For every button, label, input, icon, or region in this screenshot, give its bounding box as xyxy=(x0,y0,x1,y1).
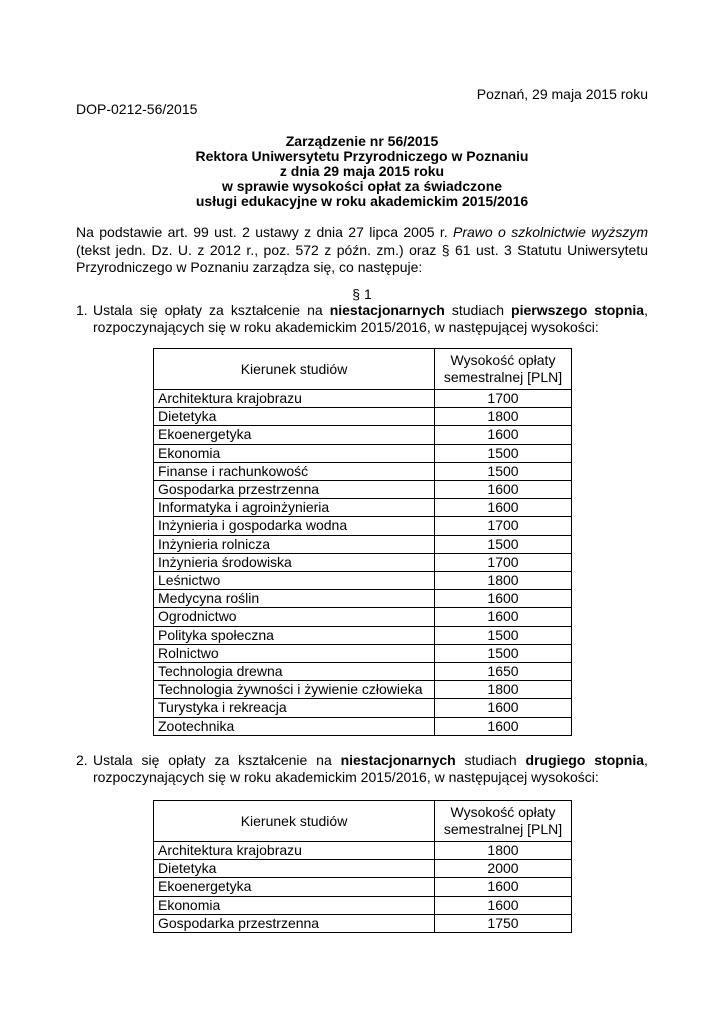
table-row xyxy=(154,572,572,590)
fee-cell: 1600 xyxy=(435,590,572,608)
fee-cell: 1600 xyxy=(435,499,572,517)
program-name-cell: Ekonomia xyxy=(154,444,435,462)
clause-word: kształcenie xyxy=(238,752,308,768)
table-body xyxy=(154,842,572,933)
program-name-cell: Technologia żywności i żywienie człowieka xyxy=(154,681,435,699)
fee-cell: 1700 xyxy=(435,390,572,408)
header-line: Wysokość opłaty xyxy=(450,804,556,820)
fee-cell: 1600 xyxy=(435,717,572,735)
program-name-cell: Technologia drewna xyxy=(154,663,435,681)
clause-word: Ustala xyxy=(93,302,133,318)
column-header-fee xyxy=(435,801,572,842)
clause-comma: , xyxy=(644,302,648,318)
clause-word: studiach xyxy=(451,302,505,318)
clause-line: rozpoczynających się w roku akademickim 2015/2016, w następującej wysokości: xyxy=(93,768,599,785)
program-name-cell: Zootechnika xyxy=(154,717,435,735)
table-row xyxy=(154,842,572,860)
program-name-cell: Gospodarka przestrzenna xyxy=(154,481,435,499)
header-line: semestralnej [PLN] xyxy=(443,369,563,385)
document-reference: DOP-0212-56/2015 xyxy=(76,101,198,117)
clause-word: opłaty xyxy=(164,302,202,318)
fee-cell: 1800 xyxy=(435,842,572,860)
intro-text: (tekst jedn. Dz. U. z 2012 r., poz. 572 z późn. zm.) oraz § 61 ust. 3 Statutu Uniwersytetu Przyrodniczego w Poznaniu zarządza się, co następuje: xyxy=(76,241,648,275)
fee-cell: 1600 xyxy=(435,896,572,914)
table-row xyxy=(154,553,572,571)
fee-table-first-degree xyxy=(153,348,572,736)
table-row xyxy=(154,517,572,535)
clause-word: za xyxy=(209,302,224,318)
clause-number: 1. xyxy=(76,302,88,318)
table-row xyxy=(154,878,572,896)
program-name-cell: Rolnictwo xyxy=(154,644,435,662)
clause-comma: , xyxy=(644,752,648,768)
clause-word: Ustala xyxy=(93,752,133,768)
table-row xyxy=(154,663,572,681)
table-row xyxy=(154,699,572,717)
program-name-cell: Architektura krajobrazu xyxy=(154,390,435,408)
program-name-cell: Gospodarka przestrzenna xyxy=(154,914,435,932)
clause-word: na xyxy=(316,752,332,768)
table-row xyxy=(154,644,572,662)
table-row xyxy=(154,626,572,644)
program-name-cell: Inżynieria rolnicza xyxy=(154,535,435,553)
column-header-program: Kierunek studiów xyxy=(154,349,435,390)
title-line: z dnia 29 maja 2015 roku xyxy=(279,163,445,179)
fee-cell: 1600 xyxy=(435,481,572,499)
column-header-program: Kierunek studiów xyxy=(154,801,435,842)
section-mark: § 1 xyxy=(352,286,372,302)
document-title xyxy=(76,134,648,209)
fee-cell: 1500 xyxy=(435,462,572,480)
program-name-cell: Architektura krajobrazu xyxy=(154,842,435,860)
clause-1 xyxy=(76,302,648,335)
fee-cell: 1700 xyxy=(435,553,572,571)
program-name-cell: Ekoenergetyka xyxy=(154,426,435,444)
program-name-cell: Ekonomia xyxy=(154,896,435,914)
clause-line xyxy=(93,752,648,769)
table-row xyxy=(154,860,572,878)
table-row xyxy=(154,481,572,499)
program-name-cell: Inżynieria środowiska xyxy=(154,553,435,571)
title-line: Zarządzenie nr 56/2015 xyxy=(285,133,439,149)
table-row xyxy=(154,681,572,699)
fee-cell: 1600 xyxy=(435,699,572,717)
fee-cell: 1700 xyxy=(435,517,572,535)
table-row xyxy=(154,896,572,914)
clause-word: się xyxy=(141,752,160,768)
table-row xyxy=(154,535,572,553)
place-date: Poznań, 29 maja 2015 roku xyxy=(476,86,648,102)
fee-cell: 2000 xyxy=(435,860,572,878)
fee-cell: 1800 xyxy=(435,572,572,590)
table-row xyxy=(154,390,572,408)
table-row xyxy=(154,462,572,480)
clause-bold-word: niestacjonarnych xyxy=(329,302,445,318)
program-name-cell: Informatyka i agroinżynieria xyxy=(154,499,435,517)
clause-number: 2. xyxy=(76,752,88,768)
clause-word: się xyxy=(139,302,158,318)
title-line: Rektora Uniwersytetu Przyrodniczego w Poznaniu xyxy=(195,148,529,164)
table-row xyxy=(154,717,572,735)
table-row xyxy=(154,426,572,444)
program-name-cell: Inżynieria i gospodarka wodna xyxy=(154,517,435,535)
fee-cell: 1500 xyxy=(435,626,572,644)
clause-bold-word: niestacjonarnych xyxy=(340,752,456,768)
clause-bold-word: stopnia xyxy=(594,752,645,768)
program-name-cell: Leśnictwo xyxy=(154,572,435,590)
title-line: w sprawie wysokości opłat za świadczone xyxy=(221,178,503,194)
fee-table-second-degree xyxy=(153,800,572,933)
header-line: Wysokość opłaty xyxy=(450,352,556,368)
intro-text: Na podstawie art. 99 ust. 2 ustawy z dnia 27 lipca 2005 r. xyxy=(76,224,454,240)
fee-cell: 1600 xyxy=(435,608,572,626)
clause-line: rozpoczynających się w roku akademickim 2015/2016, w następującej wysokości: xyxy=(93,318,599,335)
table-row xyxy=(154,499,572,517)
fee-cell: 1500 xyxy=(435,444,572,462)
fee-cell: 1800 xyxy=(435,681,572,699)
clause-bold-word: stopnia xyxy=(594,302,645,318)
program-name-cell: Ekoenergetyka xyxy=(154,878,435,896)
program-name-cell: Ogrodnictwo xyxy=(154,608,435,626)
table-row xyxy=(154,914,572,932)
fee-cell: 1500 xyxy=(435,535,572,553)
table-body xyxy=(154,390,572,736)
title-line: usługi edukacyjne w roku akademickim 2015/2016 xyxy=(195,193,529,209)
clause-word: za xyxy=(214,752,230,768)
intro-paragraph xyxy=(76,224,648,277)
table-row xyxy=(154,608,572,626)
clause-bold-word: drugiego xyxy=(525,752,586,768)
header-line: semestralnej [PLN] xyxy=(443,821,563,837)
clause-bold-word: pierwszego xyxy=(511,302,588,318)
table-row xyxy=(154,590,572,608)
clause-word: na xyxy=(307,302,323,318)
table-row xyxy=(154,444,572,462)
table-row xyxy=(154,408,572,426)
program-name-cell: Medycyna roślin xyxy=(154,590,435,608)
fee-cell: 1600 xyxy=(435,878,572,896)
fee-cell: 1800 xyxy=(435,408,572,426)
program-name-cell: Dietetyka xyxy=(154,408,435,426)
fee-cell: 1650 xyxy=(435,663,572,681)
act-name: Prawo o szkolnictwie wyższym xyxy=(453,224,649,240)
program-name-cell: Dietetyka xyxy=(154,860,435,878)
column-header-fee xyxy=(435,349,572,390)
clause-2 xyxy=(76,752,648,785)
program-name-cell: Turystyka i rekreacja xyxy=(154,699,435,717)
fee-cell: 1600 xyxy=(435,426,572,444)
clause-word: opłaty xyxy=(168,752,206,768)
clause-line xyxy=(93,302,648,319)
fee-cell: 1500 xyxy=(435,644,572,662)
clause-word: kształcenie xyxy=(230,302,301,318)
program-name-cell: Polityka społeczna xyxy=(154,626,435,644)
clause-word: studiach xyxy=(464,752,517,768)
program-name-cell: Finanse i rachunkowość xyxy=(154,462,435,480)
fee-cell: 1750 xyxy=(435,914,572,932)
